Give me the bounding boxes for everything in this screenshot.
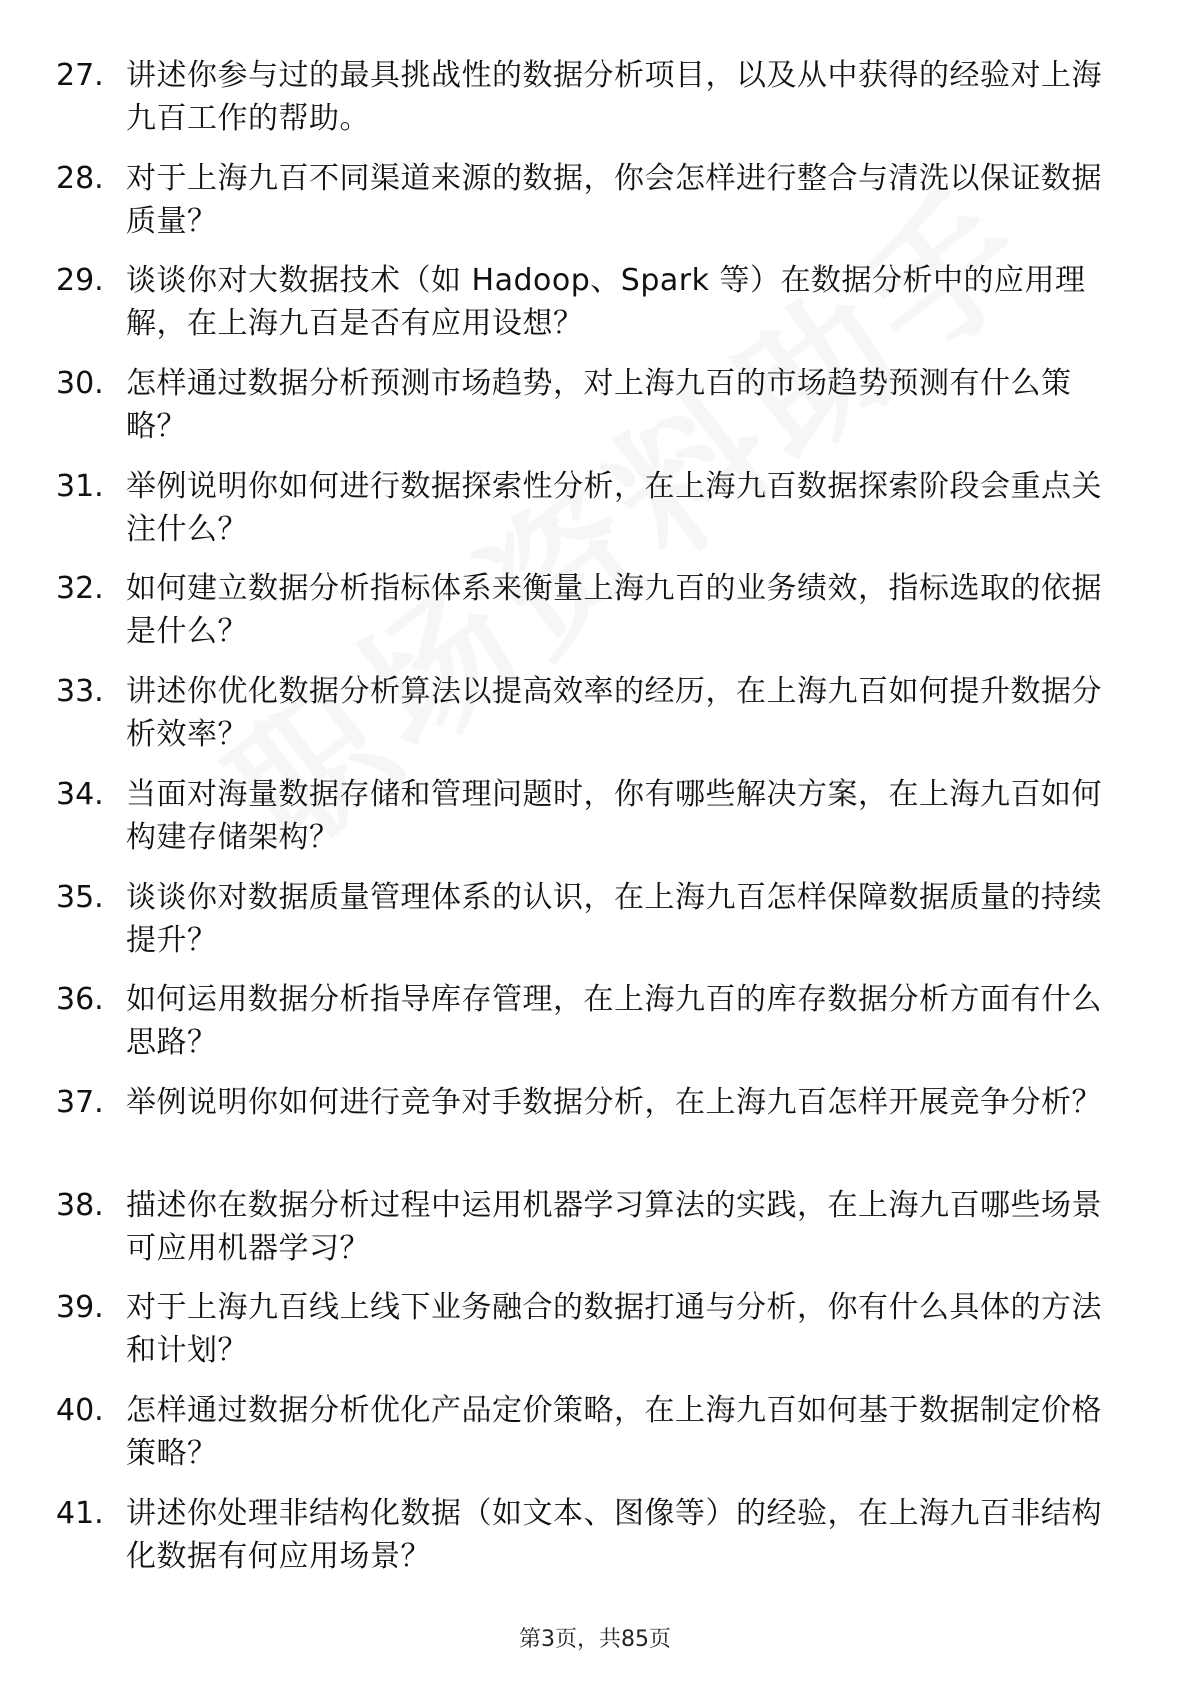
question-number: 41.	[56, 1495, 104, 1531]
question-text: 谈谈你对数据质量管理体系的认识，在上海九百怎样保障数据质量的持续提升？	[126, 879, 1102, 958]
question-number: 37.	[56, 1084, 104, 1120]
question-text: 如何建立数据分析指标体系来衡量上海九百的业务绩效，指标选取的依据是什么？	[126, 571, 1102, 650]
question-text: 举例说明你如何进行竞争对手数据分析，在上海九百怎样开展竞争分析？	[126, 1084, 1102, 1120]
question-number: 31.	[56, 468, 104, 504]
question-number: 33.	[56, 674, 104, 710]
question-item	[56, 670, 1116, 773]
question-number: 40.	[56, 1392, 104, 1428]
page-footer: 第3页，共85页	[519, 1627, 671, 1652]
question-item	[56, 259, 1116, 362]
question-item	[56, 465, 1116, 568]
question-item	[56, 876, 1116, 979]
question-item	[56, 1184, 1116, 1287]
question-text: 讲述你优化数据分析算法以提高效率的经历，在上海九百如何提升数据分析效率？	[126, 674, 1102, 753]
question-item	[56, 1081, 1116, 1184]
question-text: 怎样通过数据分析预测市场趋势，对上海九百的市场趋势预测有什么策略？	[126, 366, 1072, 445]
question-number: 39.	[56, 1290, 104, 1326]
question-item	[56, 1389, 1116, 1492]
question-text: 如何运用数据分析指导库存管理，在上海九百的库存数据分析方面有什么思路？	[126, 982, 1102, 1061]
question-number: 29.	[56, 263, 104, 299]
question-item	[56, 54, 1116, 157]
question-number: 35.	[56, 879, 104, 915]
question-item	[56, 978, 1116, 1081]
question-text: 讲述你处理非结构化数据（如文本、图像等）的经验，在上海九百非结构化数据有何应用场景？	[126, 1495, 1102, 1574]
question-number: 34.	[56, 776, 104, 812]
question-text: 怎样通过数据分析优化产品定价策略，在上海九百如何基于数据制定价格策略？	[126, 1392, 1102, 1471]
question-list	[56, 54, 1116, 1594]
question-number: 30.	[56, 366, 104, 402]
question-number: 27.	[56, 58, 104, 93]
question-number: 38.	[56, 1187, 104, 1223]
question-item	[56, 157, 1116, 260]
question-text: 对于上海九百不同渠道来源的数据，你会怎样进行整合与清洗以保证数据质量？	[126, 160, 1102, 239]
question-item	[56, 773, 1116, 876]
question-text: 对于上海九百线上线下业务融合的数据打通与分析，你有什么具体的方法和计划？	[126, 1290, 1102, 1369]
question-item	[56, 1492, 1116, 1595]
question-item	[56, 1286, 1116, 1389]
question-item	[56, 362, 1116, 465]
question-number: 36.	[56, 982, 104, 1018]
question-text: 当面对海量数据存储和管理问题时，你有哪些解决方案，在上海九百如何构建存储架构？	[126, 776, 1102, 855]
question-number: 32.	[56, 571, 104, 607]
question-text: 描述你在数据分析过程中运用机器学习算法的实践，在上海九百哪些场景可应用机器学习？	[126, 1187, 1102, 1266]
question-text: 讲述你参与过的最具挑战性的数据分析项目，以及从中获得的经验对上海九百工作的帮助。	[126, 58, 1102, 136]
question-item	[56, 567, 1116, 670]
question-text: 举例说明你如何进行数据探索性分析，在上海九百数据探索阶段会重点关注什么？	[126, 468, 1102, 547]
question-text: 谈谈你对大数据技术（如 Hadoop、Spark 等）在数据分析中的应用理解，在上海九百是否有应用设想？	[126, 263, 1086, 342]
question-number: 28.	[56, 160, 104, 196]
